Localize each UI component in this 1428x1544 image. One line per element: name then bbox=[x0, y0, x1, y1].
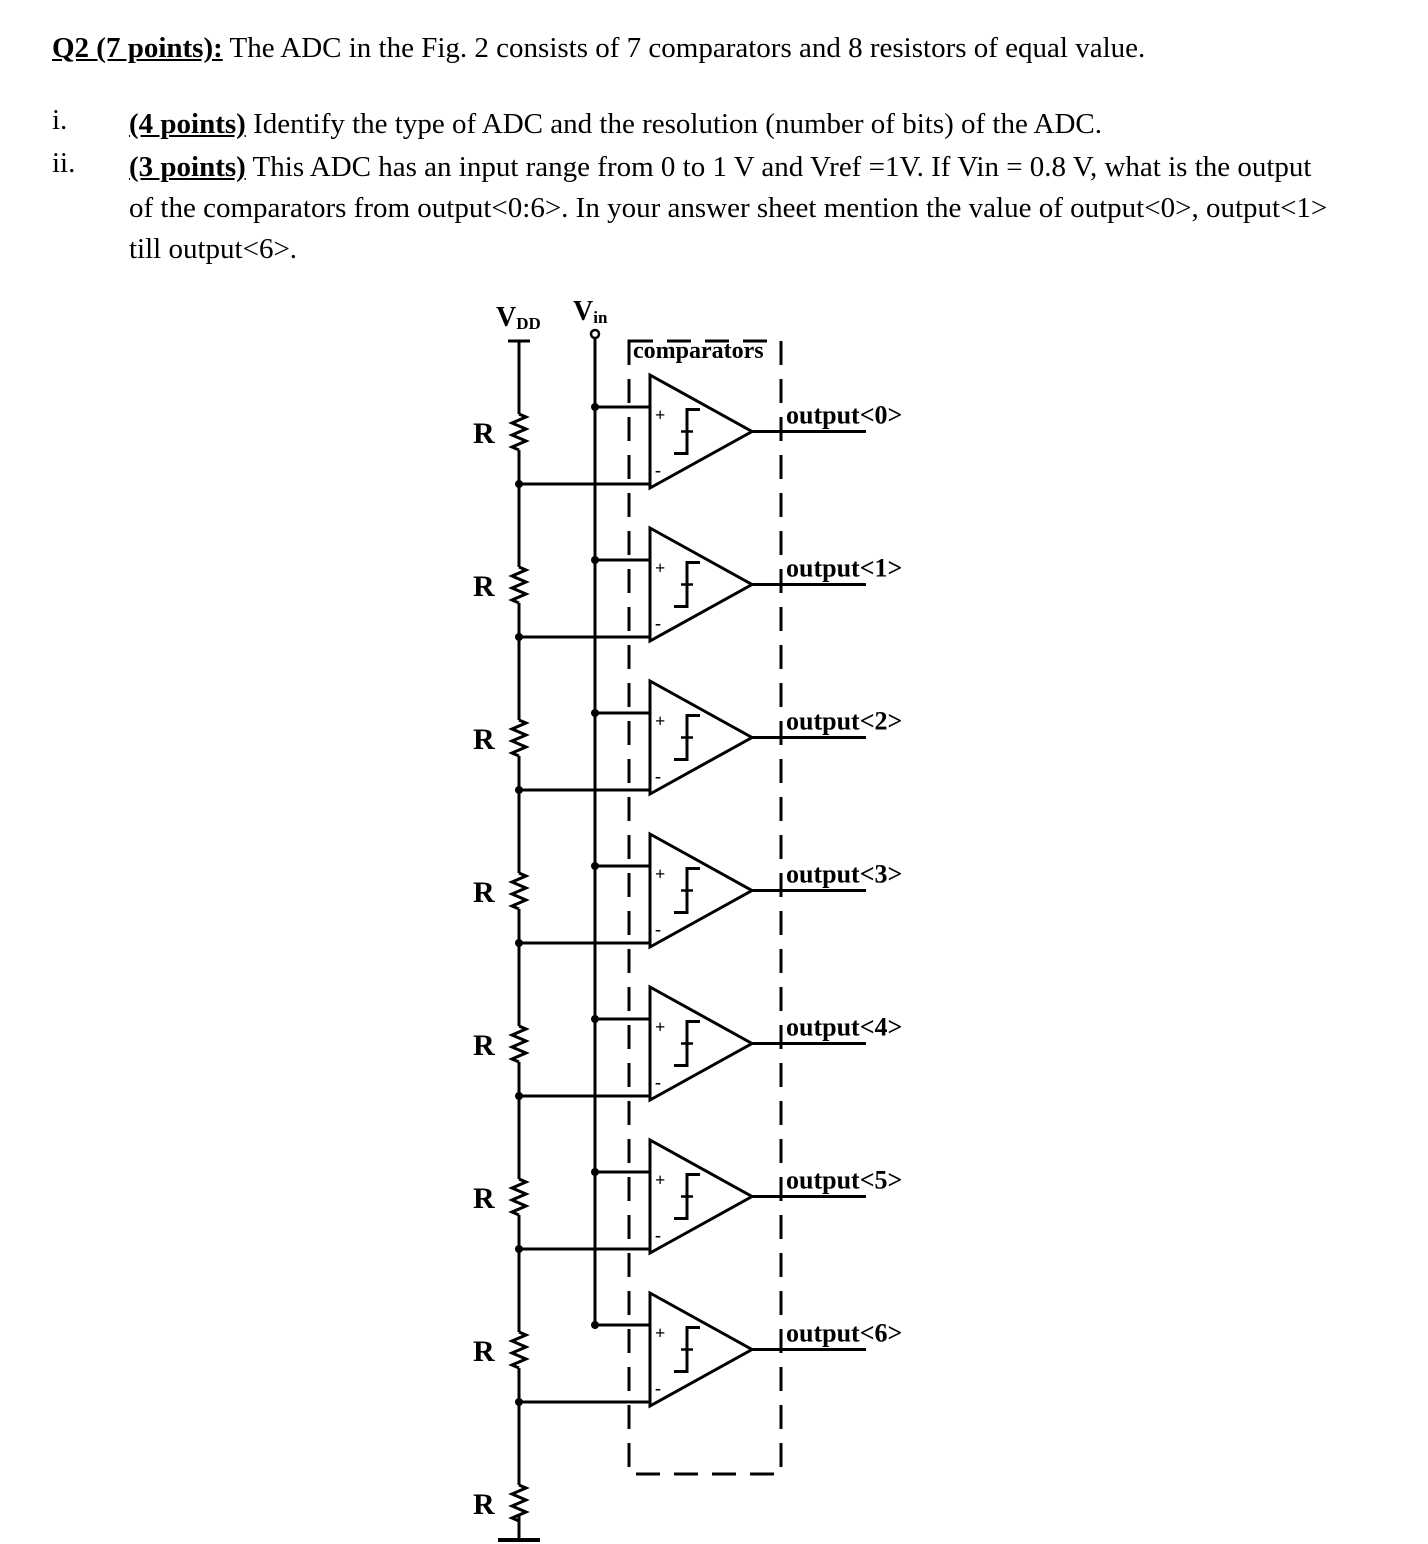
plus-sign: + bbox=[655, 864, 666, 884]
junction-dot bbox=[591, 709, 599, 717]
resistor-label: R bbox=[473, 417, 495, 450]
junction-dot bbox=[515, 1245, 523, 1253]
resistor-label: R bbox=[473, 1182, 495, 1215]
vin-label-main: V bbox=[573, 296, 594, 327]
junction-dot bbox=[591, 1015, 599, 1023]
comparator bbox=[515, 375, 902, 488]
junction-dot bbox=[591, 403, 599, 411]
comparator-triangle bbox=[650, 681, 752, 794]
comparator-triangle bbox=[650, 1140, 752, 1253]
resistor-ladder bbox=[473, 341, 526, 1521]
resistor bbox=[512, 873, 526, 909]
output-label: output<5> bbox=[786, 1165, 903, 1195]
output-label: output<0> bbox=[786, 400, 903, 430]
vin-label-sub: in bbox=[593, 308, 608, 327]
junction-dot bbox=[515, 1398, 523, 1406]
vdd-label-main: V bbox=[496, 302, 517, 333]
junction-dot bbox=[515, 939, 523, 947]
minus-sign: - bbox=[655, 766, 661, 786]
output-label: output<1> bbox=[786, 553, 903, 583]
junction-dot bbox=[515, 633, 523, 641]
resistor bbox=[512, 1332, 526, 1368]
plus-sign: + bbox=[655, 1017, 666, 1037]
sub-question-text: This ADC has an input range from 0 to 1 V and Vref =1V. If Vin = 0.8 V, what is the output of the comparators from output<0:6>. In your answer sheet mention the value of output<0>, output<1> till output<6>. bbox=[129, 151, 1328, 265]
junction-dot bbox=[515, 1092, 523, 1100]
comparator-triangle bbox=[650, 834, 752, 947]
resistor bbox=[512, 567, 526, 603]
comparators-box bbox=[629, 341, 781, 1474]
junction-dot bbox=[591, 1321, 599, 1329]
comparator bbox=[515, 681, 902, 794]
plus-sign: + bbox=[655, 558, 666, 578]
vdd-label bbox=[496, 302, 541, 333]
minus-sign: - bbox=[655, 1225, 661, 1245]
resistor-label: R bbox=[473, 1029, 495, 1062]
comparator bbox=[515, 1293, 902, 1406]
sub-question-points: (4 points) bbox=[129, 108, 246, 140]
junction-dot bbox=[515, 786, 523, 794]
junction-dot bbox=[591, 1168, 599, 1176]
plus-sign: + bbox=[655, 405, 666, 425]
output-label: output<3> bbox=[786, 859, 903, 889]
vdd-label-sub: DD bbox=[516, 314, 541, 333]
sub-question-number: ii. bbox=[52, 147, 76, 179]
minus-sign: - bbox=[655, 460, 661, 480]
resistor-label: R bbox=[473, 1335, 495, 1368]
minus-sign: - bbox=[655, 613, 661, 633]
comparator-triangle bbox=[650, 528, 752, 641]
junction-dot bbox=[591, 862, 599, 870]
minus-sign: - bbox=[655, 1072, 661, 1092]
output-label: output<6> bbox=[786, 1318, 903, 1348]
plus-sign: + bbox=[655, 711, 666, 731]
question-heading: Q2 (7 points): bbox=[52, 32, 223, 64]
minus-sign: - bbox=[655, 919, 661, 939]
comparator bbox=[515, 987, 902, 1100]
junction-dot bbox=[515, 480, 523, 488]
output-label: output<2> bbox=[786, 706, 903, 736]
sub-question-text: Identify the type of ADC and the resolution (number of bits) of the ADC. bbox=[245, 108, 1102, 140]
plus-sign: + bbox=[655, 1323, 666, 1343]
output-label: output<4> bbox=[786, 1012, 903, 1042]
junction-dot bbox=[591, 556, 599, 564]
comparator-triangle bbox=[650, 375, 752, 488]
ground-icon bbox=[498, 1515, 540, 1544]
comparator bbox=[515, 528, 902, 641]
resistor-label: R bbox=[473, 1488, 495, 1521]
plus-sign: + bbox=[655, 1170, 666, 1190]
resistor bbox=[512, 720, 526, 756]
sub-question-points: (3 points) bbox=[129, 151, 246, 183]
resistor bbox=[512, 1026, 526, 1062]
resistor bbox=[512, 414, 526, 450]
comparator-array bbox=[515, 375, 902, 1406]
comparator-triangle bbox=[650, 1293, 752, 1406]
comparator-triangle bbox=[650, 987, 752, 1100]
resistor bbox=[512, 1179, 526, 1215]
resistor-label: R bbox=[473, 570, 495, 603]
comparators-label: comparators bbox=[633, 338, 764, 364]
resistor-label: R bbox=[473, 876, 495, 909]
sub-question-number: i. bbox=[52, 104, 68, 136]
vin-label bbox=[573, 296, 608, 327]
resistor-label: R bbox=[473, 723, 495, 756]
minus-sign: - bbox=[655, 1378, 661, 1398]
question-text: The ADC in the Fig. 2 consists of 7 comparators and 8 resistors of equal value. bbox=[222, 32, 1146, 64]
comparator bbox=[515, 834, 902, 947]
comparator bbox=[515, 1140, 902, 1253]
vin-terminal bbox=[591, 330, 599, 338]
